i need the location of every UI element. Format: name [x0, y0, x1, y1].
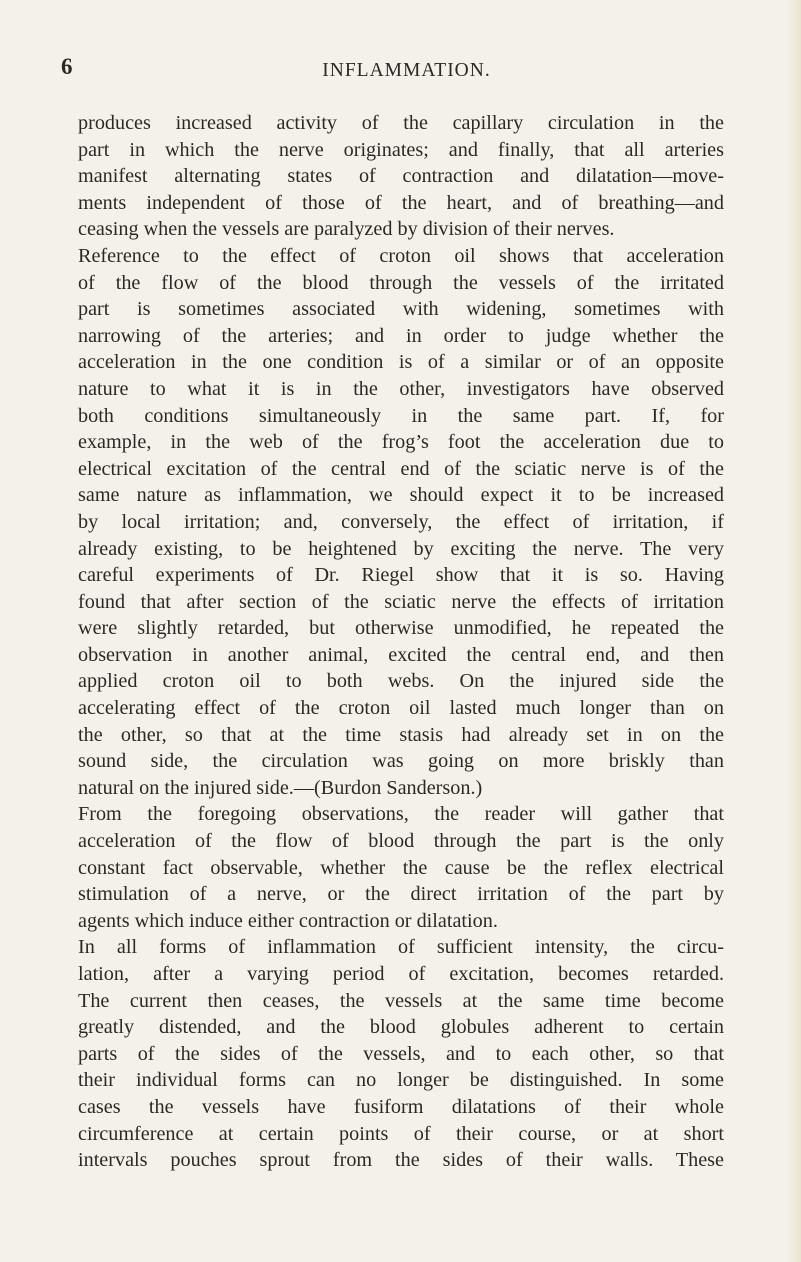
text-line: already existing, to be heightened by exciting the nerve. The very — [78, 537, 724, 560]
text-line: The current then ceases, the vessels at the same time become — [78, 989, 724, 1012]
text-line: sound side, the circulation was going on more briskly than — [78, 750, 724, 773]
text-line: nature to what it is in the other, investigators have observed — [78, 377, 724, 400]
text-line: applied croton oil to both webs. On the injured side the — [78, 670, 724, 693]
text-line: agents which induce either contraction or dilatation. — [78, 909, 498, 932]
text-line: their individual forms can no longer be distinguished. In some — [78, 1069, 724, 1092]
text-line: example, in the web of the frog’s foot the acceleration due to — [78, 431, 724, 454]
text-line: acceleration of the flow of blood through the part is the only — [78, 830, 724, 853]
text-line: intervals pouches sprout from the sides of their walls. These — [78, 1149, 724, 1172]
text-line: ments independent of those of the heart, and of breathing—and — [78, 191, 724, 214]
text-line: were slightly retarded, but otherwise unmodified, he repeated the — [78, 617, 724, 640]
text-line: observation in another animal, excited the central end, and then — [78, 643, 724, 666]
text-line: lation, after a varying period of excitation, becomes retarded. — [78, 963, 724, 985]
text-line: of the flow of the blood through the vessels of the irritated — [78, 271, 724, 294]
text-line: found that after section of the sciatic nerve the effects of irritation — [78, 590, 724, 613]
text-line: by local irritation; and, conversely, the effect of irritation, if — [78, 510, 724, 533]
page-edge-shadow — [787, 0, 801, 1262]
text-line: cases the vessels have fusiform dilatations of their whole — [78, 1095, 724, 1118]
text-line: electrical excitation of the central end of the sciatic nerve is of the — [78, 457, 724, 480]
text-line: greatly distended, and the blood globules adherent to certain — [78, 1016, 724, 1039]
text-line: parts of the sides of the vessels, and to each other, so that — [78, 1042, 724, 1065]
text-line: natural on the injured side.—(Burdon Sanderson.) — [78, 776, 483, 799]
text-line: careful experiments of Dr. Riegel show that it is so. Having — [78, 564, 724, 587]
text-line: accelerating effect of the croton oil lasted much longer than on — [78, 697, 724, 720]
text-line: both conditions simultaneously in the same part. If, for — [78, 404, 724, 427]
text-line: acceleration in the one condition is of a similar or of an opposite — [78, 351, 724, 374]
text-line: produces increased activity of the capillary circulation in the — [78, 112, 724, 134]
text-line: same nature as inflammation, we should expect it to be increased — [78, 484, 724, 507]
text-line: ceasing when the vessels are paralyzed by division of their nerves. — [78, 218, 615, 241]
text-line: manifest alternating states of contraction and dilatation—move- — [78, 165, 724, 188]
text-line: the other, so that at the time stasis had already set in on the — [78, 723, 724, 746]
text-line: circumference at certain points of their course, or at short — [78, 1122, 724, 1145]
text-line: stimulation of a nerve, or the direct irritation of the part by — [78, 883, 724, 906]
text-line: part in which the nerve originates; and finally, that all arteries — [78, 138, 724, 161]
running-title: INFLAMMATION. — [322, 60, 491, 81]
text-line: From the foregoing observations, the reader will gather that — [78, 803, 724, 826]
text-line: Reference to the effect of croton oil shows that acceleration — [78, 244, 724, 267]
body-text — [78, 110, 724, 1174]
text-line: In all forms of inflammation of sufficient intensity, the circu- — [78, 936, 724, 959]
text-line: narrowing of the arteries; and in order to judge whether the — [78, 324, 724, 347]
text-line: constant fact observable, whether the cause be the reflex electrical — [78, 856, 724, 879]
page-number: 6 — [61, 54, 73, 79]
text-line: part is sometimes associated with widening, sometimes with — [78, 298, 724, 321]
